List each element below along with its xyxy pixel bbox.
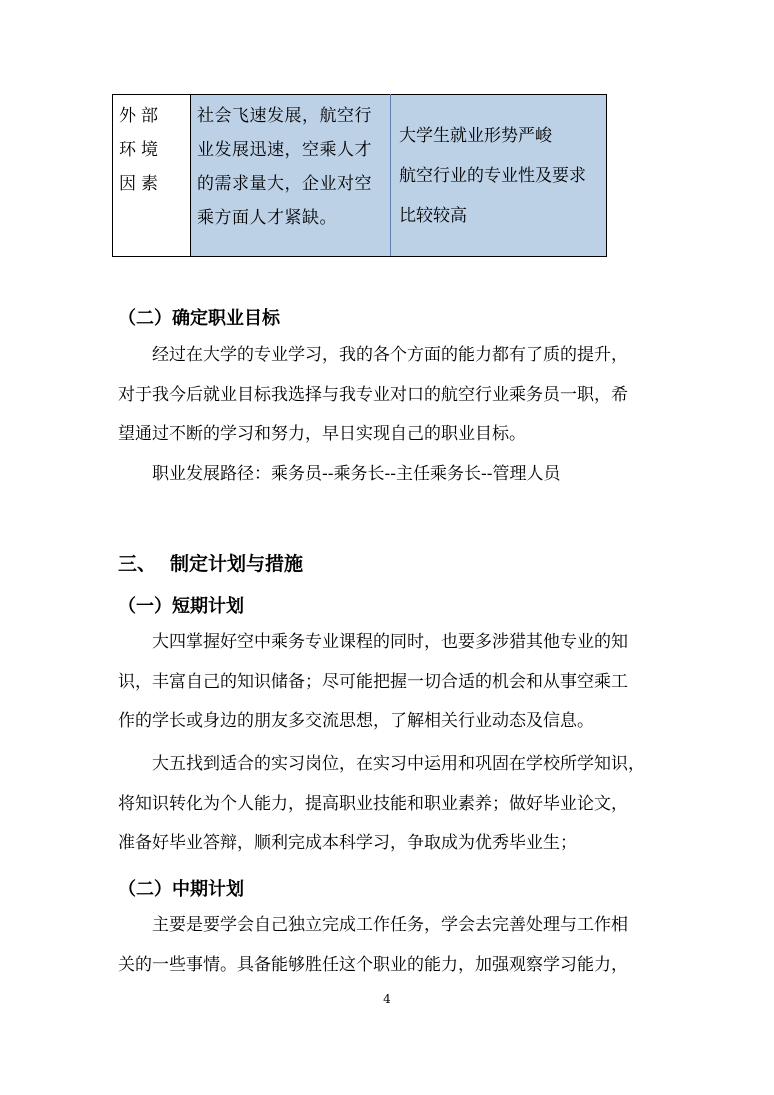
short-term-paragraph-2 bbox=[118, 745, 660, 864]
threat-line: 比较较高 bbox=[399, 205, 467, 226]
paragraph-line: 望通过不断的学习和努力，早日实现自己的职业目标。 bbox=[118, 424, 526, 444]
page-number: 4 bbox=[383, 992, 391, 1006]
career-goal-paragraph bbox=[118, 336, 660, 494]
section-number: 三、 bbox=[118, 553, 157, 575]
career-goal-heading: （二）确定职业目标 bbox=[118, 308, 280, 329]
threat-line: 航空行业的专业性及要求 bbox=[399, 165, 586, 186]
mid-term-paragraph bbox=[118, 906, 660, 985]
row-label-cell bbox=[113, 95, 191, 257]
paragraph-line: 将知识转化为个人能力，提高职业技能和职业素养；做好毕业论文， bbox=[118, 793, 628, 814]
environment-factors-table bbox=[112, 94, 607, 257]
paragraph-line: 大四掌握好空中乘务专业课程的同时，也要多涉猎其他专业的知 bbox=[152, 632, 628, 652]
threat-line: 大学生就业形势严峻 bbox=[399, 125, 552, 146]
opportunity-cell bbox=[191, 95, 391, 257]
paragraph-line: 作的学长或身边的朋友多交流思想，了解相关行业动态及信息。 bbox=[118, 711, 594, 731]
paragraph-line: 对于我今后就业目标我选择与我专业对口的航空行业乘务员一职，希 bbox=[118, 384, 628, 405]
short-term-heading: （一）短期计划 bbox=[118, 596, 244, 617]
short-term-paragraph-1 bbox=[118, 623, 660, 742]
paragraph-line: 关的一些事情。具备能够胜任这个职业的能力，加强观察学习能力， bbox=[118, 954, 628, 975]
paragraph-line: 主要是要学会自己独立完成工作任务，学会去完善处理与工作相 bbox=[152, 915, 628, 935]
paragraph-line: 大五找到适合的实习岗位，在实习中运用和巩固在学校所学知识， bbox=[152, 754, 645, 774]
section-title: 制定计划与措施 bbox=[170, 553, 304, 575]
career-path-line: 职业发展路径：乘务员--乘务长--主任乘务长--管理人员 bbox=[152, 463, 561, 484]
row-label: 外部环境因素 bbox=[119, 106, 163, 194]
paragraph-line: 准备好毕业答辩，顺利完成本科学习，争取成为优秀毕业生； bbox=[118, 833, 577, 853]
table-row bbox=[113, 95, 607, 257]
section-three-heading bbox=[118, 549, 303, 576]
threat-cell bbox=[391, 95, 607, 257]
paragraph-line: 识，丰富自己的知识储备；尽可能把握一切合适的机会和从事空乘工 bbox=[118, 671, 628, 692]
paragraph-line: 经过在大学的专业学习，我的各个方面的能力都有了质的提升， bbox=[152, 345, 628, 365]
opportunity-text: 社会飞速发展，航空行业发展迅速，空乘人才的需求量大，企业对空乘方面人才紧缺。 bbox=[197, 106, 372, 228]
mid-term-heading: （二）中期计划 bbox=[118, 879, 244, 900]
